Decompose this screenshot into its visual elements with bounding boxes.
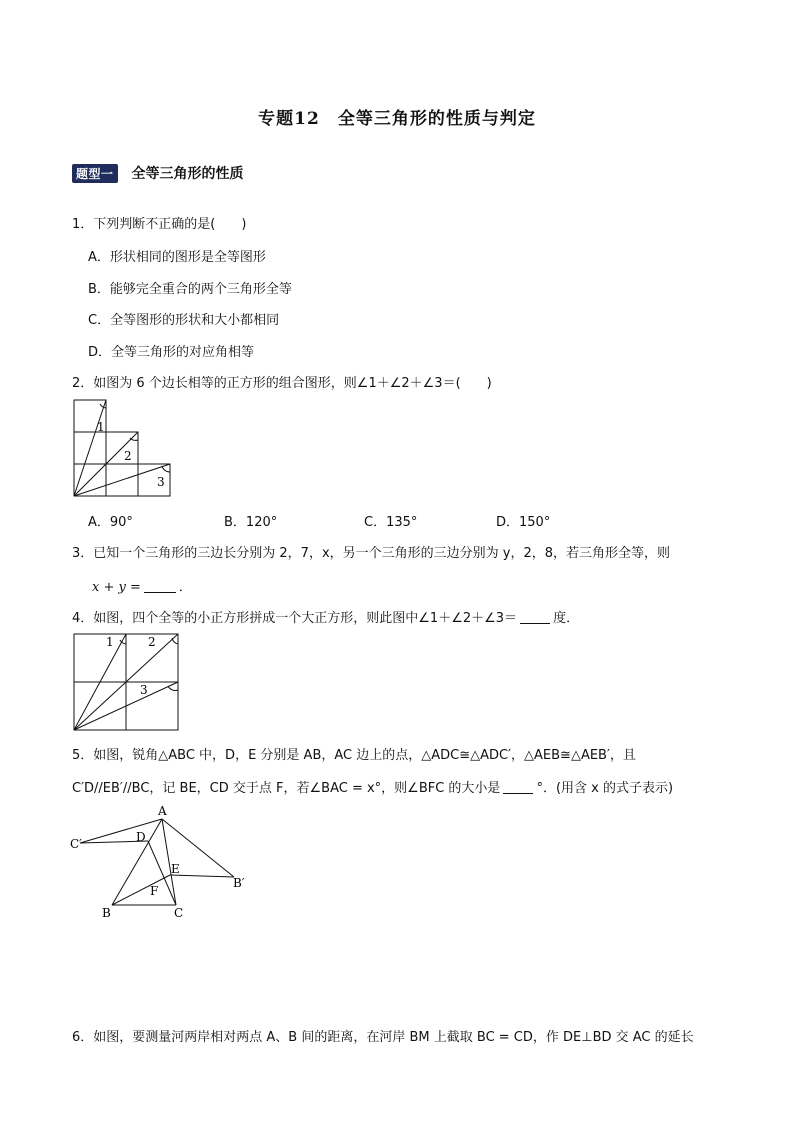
q4-answer-blank[interactable] bbox=[520, 611, 550, 624]
q2-option-c: C．135° bbox=[364, 515, 418, 530]
q5-label-c: C bbox=[174, 906, 184, 920]
q5-line2 bbox=[72, 777, 673, 796]
q2-figure bbox=[72, 398, 182, 500]
q1-option-c: C．全等图形的形状和大小都相同 bbox=[88, 313, 280, 328]
q2-angle-arc bbox=[162, 466, 170, 472]
page-title: 专题12 全等三角形的性质与判定 bbox=[258, 109, 536, 129]
q4-stem-suffix: 度． bbox=[553, 611, 580, 626]
q5-label-b: B bbox=[102, 906, 111, 920]
q4-angle-label-1: 1 bbox=[106, 635, 114, 649]
q4-stem-text: 4．如图，四个全等的小正方形拼成一个大正方形，则此图中∠1＋∠2＋∠3＝ bbox=[72, 611, 518, 626]
q3-line2-suffix: ． bbox=[178, 580, 192, 595]
q2-square bbox=[138, 464, 170, 496]
q2-angle-label-2: 2 bbox=[124, 449, 132, 463]
q5-label-c-prime: C′ bbox=[70, 837, 82, 851]
q5-label-f: F bbox=[150, 884, 159, 898]
q3-expression: x + y = bbox=[92, 580, 141, 595]
q2-angle-arc bbox=[100, 404, 106, 408]
q4-angle-arc bbox=[168, 686, 178, 691]
q5-line1: 5．如图，锐角△ABC 中，D，E 分别是 AB，AC 边上的点，△ADC≅△ADC′，△AEB≅△AEB′，且 bbox=[72, 748, 636, 763]
q2-stem: 2．如图为 6 个边长相等的正方形的组合图形，则∠1＋∠2＋∠3＝( ) bbox=[72, 376, 492, 391]
q3-answer-blank[interactable] bbox=[144, 580, 176, 593]
q4-stem bbox=[72, 607, 579, 626]
q1-option-b: B．能够完全重合的两个三角形全等 bbox=[88, 282, 292, 297]
q4-angle-label-3: 3 bbox=[140, 683, 148, 697]
q5-label-a: A bbox=[158, 804, 167, 818]
q2-angle-label-3: 3 bbox=[157, 475, 165, 489]
section-badge: 题型一 bbox=[72, 164, 118, 183]
q5-line2-text: C′D//EB′//BC，记 BE，CD 交于点 F，若∠BAC = x°，则∠BFC 的大小是 bbox=[72, 781, 501, 796]
q3-line2 bbox=[92, 576, 192, 595]
q2-angle-label-1: 1 bbox=[97, 420, 105, 434]
q5-label-b-prime: B′ bbox=[233, 876, 245, 890]
q4-figure bbox=[72, 632, 180, 732]
section-header bbox=[72, 163, 244, 183]
q2-option-d: D．150° bbox=[496, 515, 551, 530]
q5-answer-blank[interactable] bbox=[503, 781, 533, 794]
q2-option-a: A．90° bbox=[88, 515, 133, 530]
q2-diagonal bbox=[74, 464, 170, 496]
q5-line2-suffix: °．(用含 x 的式子表示) bbox=[536, 781, 674, 796]
q1-stem: 1．下列判断不正确的是( ) bbox=[72, 217, 247, 232]
q5-figure bbox=[70, 805, 250, 920]
q2-option-b: B．120° bbox=[224, 515, 278, 530]
q2-diagonal bbox=[74, 400, 106, 496]
section-title: 全等三角形的性质 bbox=[131, 166, 244, 182]
q1-option-a: A．形状相同的图形是全等图形 bbox=[88, 250, 266, 265]
q5-label-e: E bbox=[171, 862, 180, 876]
q3-line1: 3．已知一个三角形的三边长分别为 2，7，x，另一个三角形的三边分别为 y，2，8，若三角形全等，则 bbox=[72, 546, 671, 561]
q4-angle-label-2: 2 bbox=[148, 635, 156, 649]
q5-label-d: D bbox=[136, 830, 146, 844]
q1-option-d: D．全等三角形的对应角相等 bbox=[88, 345, 255, 360]
q6-line1: 6．如图，要测量河两岸相对两点 A、B 间的距离，在河岸 BM 上截取 BC = CD，作 DE⊥BD 交 AC 的延长 bbox=[72, 1030, 694, 1045]
